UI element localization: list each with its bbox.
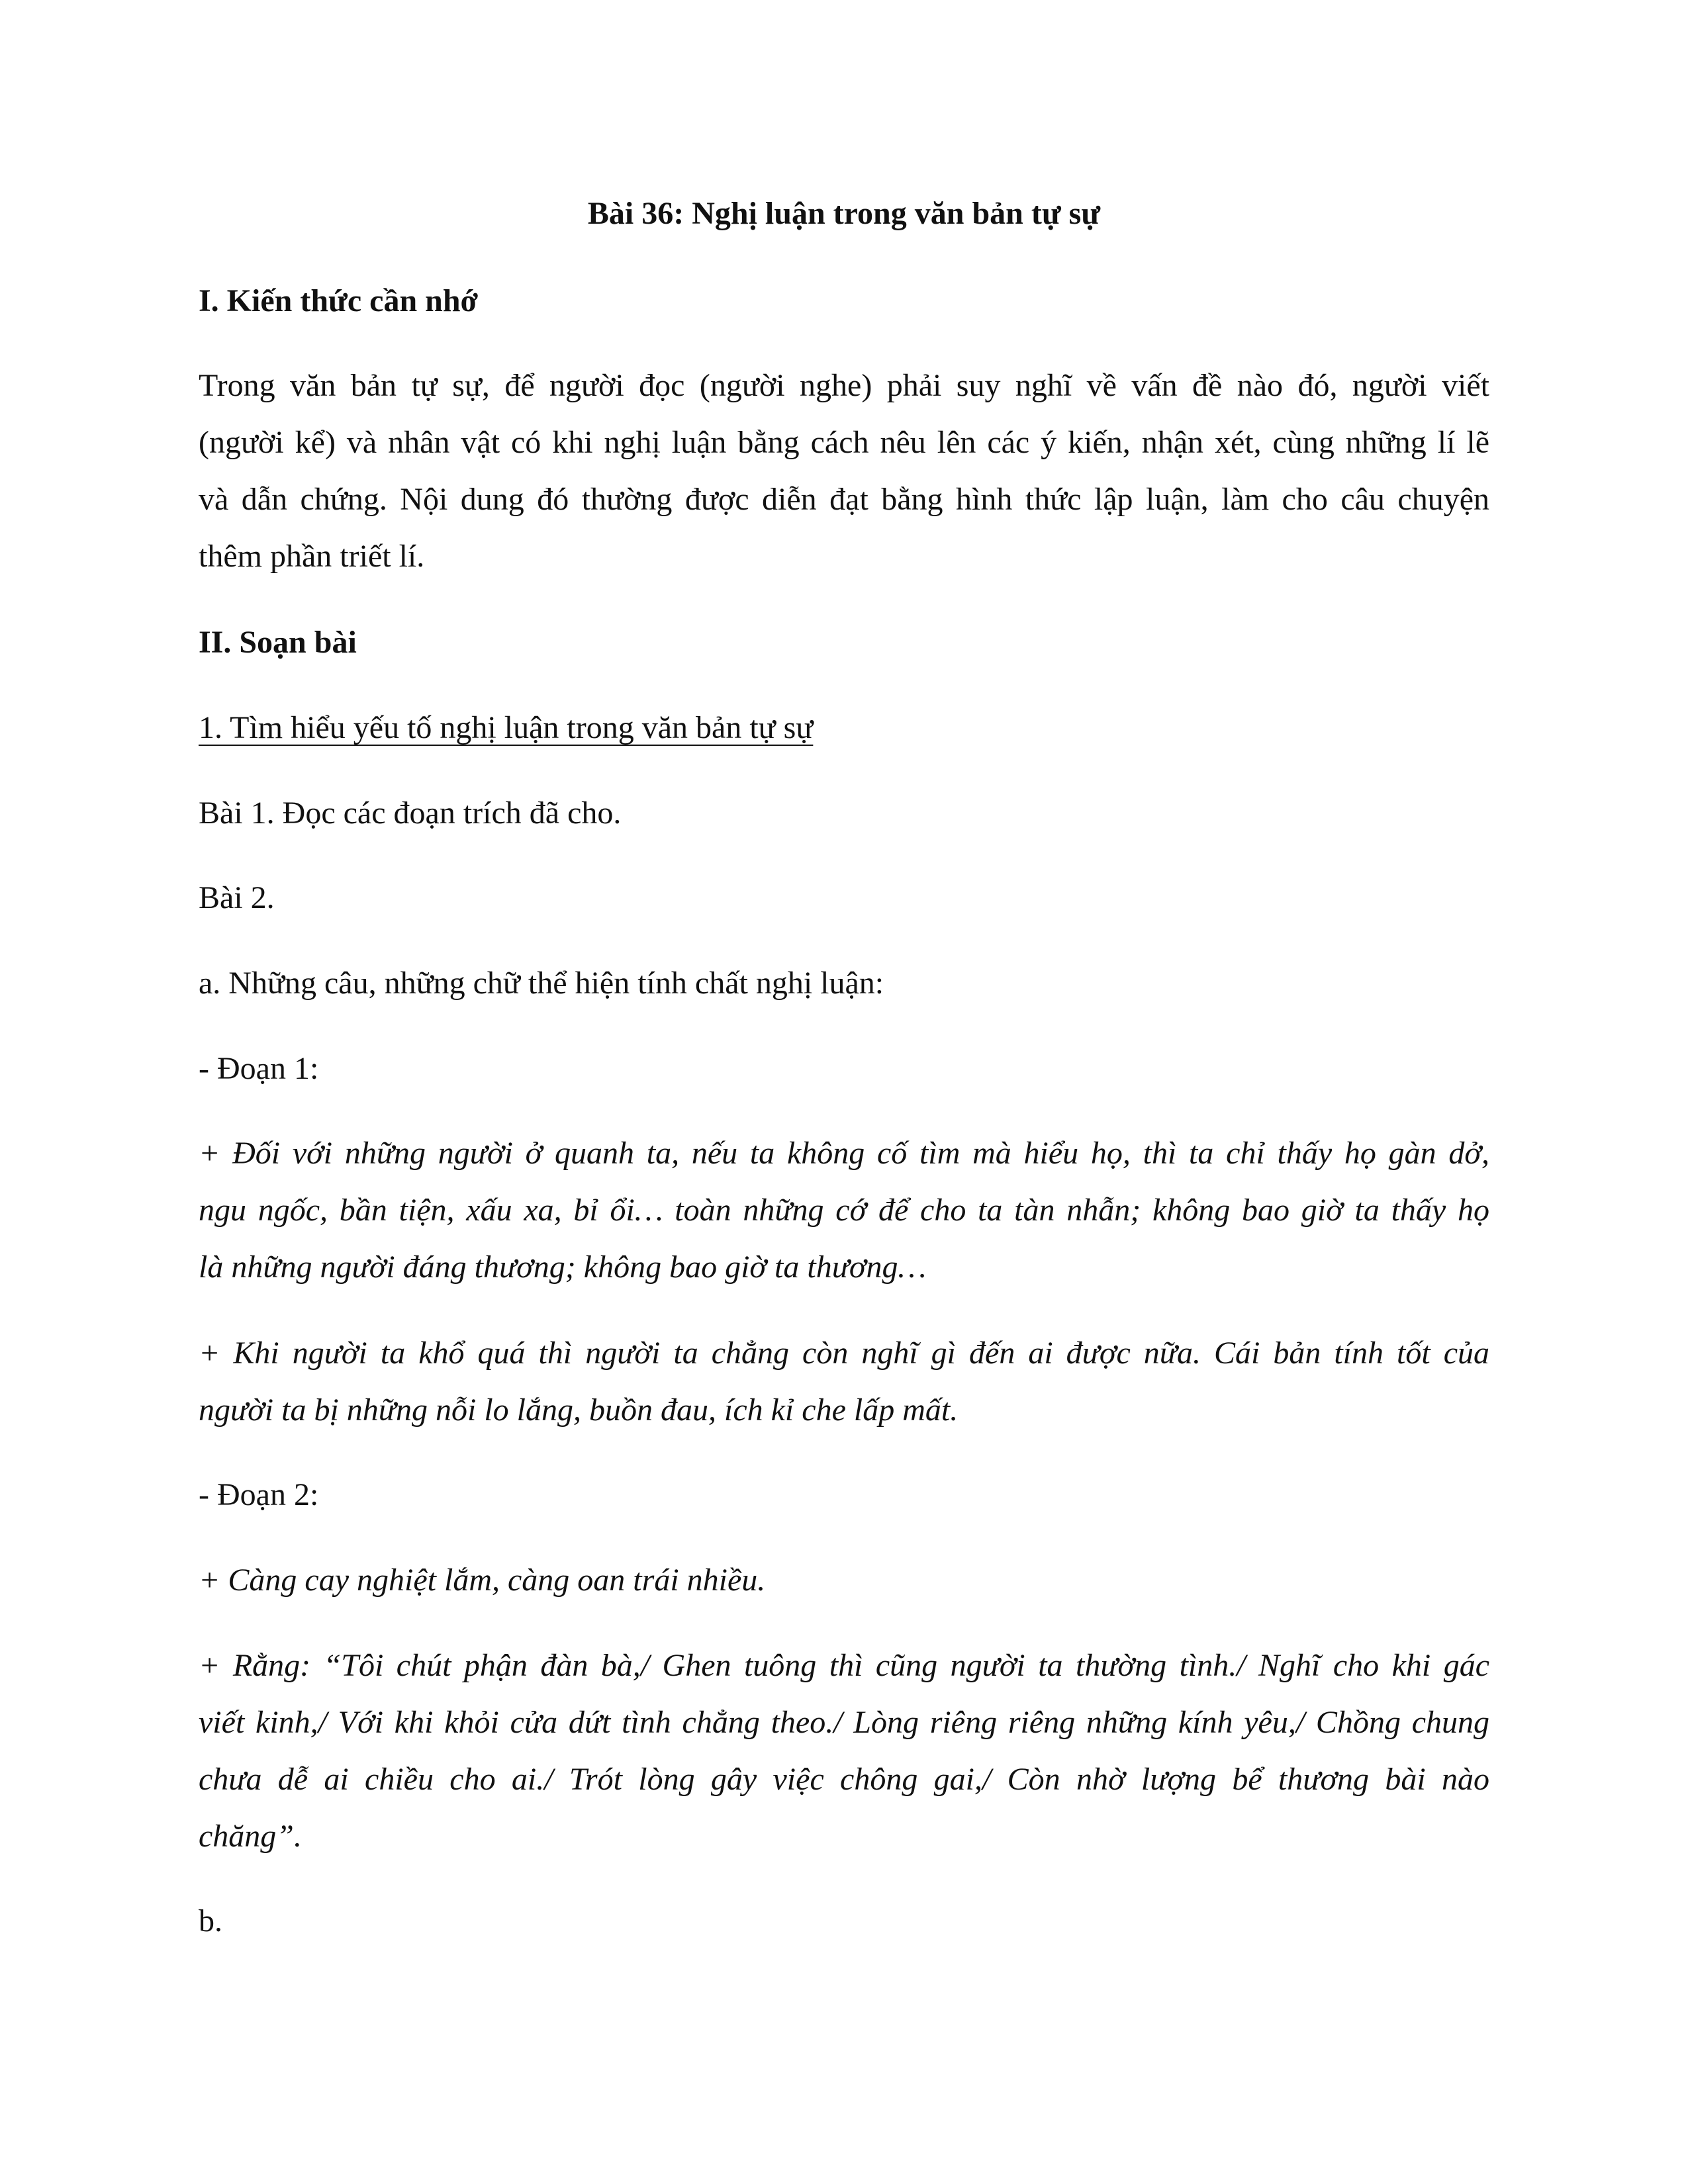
section-heading-lesson: II. Soạn bài <box>199 625 357 660</box>
intro-line: (người kể) và nhân vật có khi nghị luận bằng cách nêu lên các ý kiến, nhận xét, cùng những lí lẽ <box>199 425 1489 460</box>
passage-2-quote-2 <box>199 1637 1489 1865</box>
item-a: a. Những câu, những chữ thể hiện tính chất nghị luận: <box>199 966 884 1001</box>
passage-1-label: - Đoạn 1: <box>199 1051 319 1086</box>
quote-line: là những người đáng thương; không bao giờ ta thương… <box>199 1250 927 1285</box>
quote-line: viết kinh,/ Với khi khỏi cửa dứt tình chẳng theo./ Lòng riêng riêng những kính yêu,/ Chồng chung <box>199 1705 1489 1740</box>
page-title: Bài 36: Nghị luận trong văn bản tự sự <box>587 196 1101 231</box>
passage-1-quote-1 <box>199 1125 1489 1296</box>
item-b: b. <box>199 1903 222 1938</box>
quote-line: + Đối với những người ở quanh ta, nếu ta không cố tìm mà hiểu họ, thì ta chỉ thấy họ gàn dở, <box>199 1136 1489 1171</box>
passage-2-label: - Đoạn 2: <box>199 1477 319 1512</box>
quote-line: chưa dễ ai chiều cho ai./ Trót lòng gây việc chông gai,/ Còn nhờ lượng bể thương bài nào <box>199 1762 1489 1797</box>
quote-line: + Rằng: “Tôi chút phận đàn bà,/ Ghen tuông thì cũng người ta thường tình./ Nghĩ cho khi gác <box>199 1648 1489 1683</box>
exercise-1: Bài 1. Đọc các đoạn trích đã cho. <box>199 796 622 831</box>
quote-line: người ta bị những nỗi lo lắng, buồn đau, ích kỉ che lấp mất. <box>199 1392 959 1428</box>
intro-line: và dẫn chứng. Nội dung đó thường được diễn đạt bằng hình thức lập luận, làm cho câu chuyện <box>199 482 1489 517</box>
subsection-heading-text: 1. Tìm hiểu yếu tố nghị luận trong văn bản tự sự <box>199 710 814 745</box>
intro-line: thêm phần triết lí. <box>199 539 425 574</box>
subsection-heading <box>199 700 1489 756</box>
exercise-2: Bài 2. <box>199 880 275 915</box>
quote-line: chăng”. <box>199 1819 302 1854</box>
quote-line: + Khi người ta khổ quá thì người ta chẳng còn nghĩ gì đến ai được nữa. Cái bản tính tốt của <box>199 1336 1489 1371</box>
intro-paragraph <box>199 357 1489 585</box>
intro-line: Trong văn bản tự sự, để người đọc (người nghe) phải suy nghĩ về vấn đề nào đó, người viết <box>199 368 1489 403</box>
passage-2-quote-1: + Càng cay nghiệt lắm, càng oan trái nhiều. <box>199 1563 766 1598</box>
quote-line: ngu ngốc, bần tiện, xấu xa, bỉ ổi… toàn những cớ để cho ta tàn nhẫn; không bao giờ ta thấy họ <box>199 1193 1489 1228</box>
section-heading-knowledge: I. Kiến thức cần nhớ <box>199 283 479 318</box>
passage-1-quote-2 <box>199 1325 1489 1439</box>
